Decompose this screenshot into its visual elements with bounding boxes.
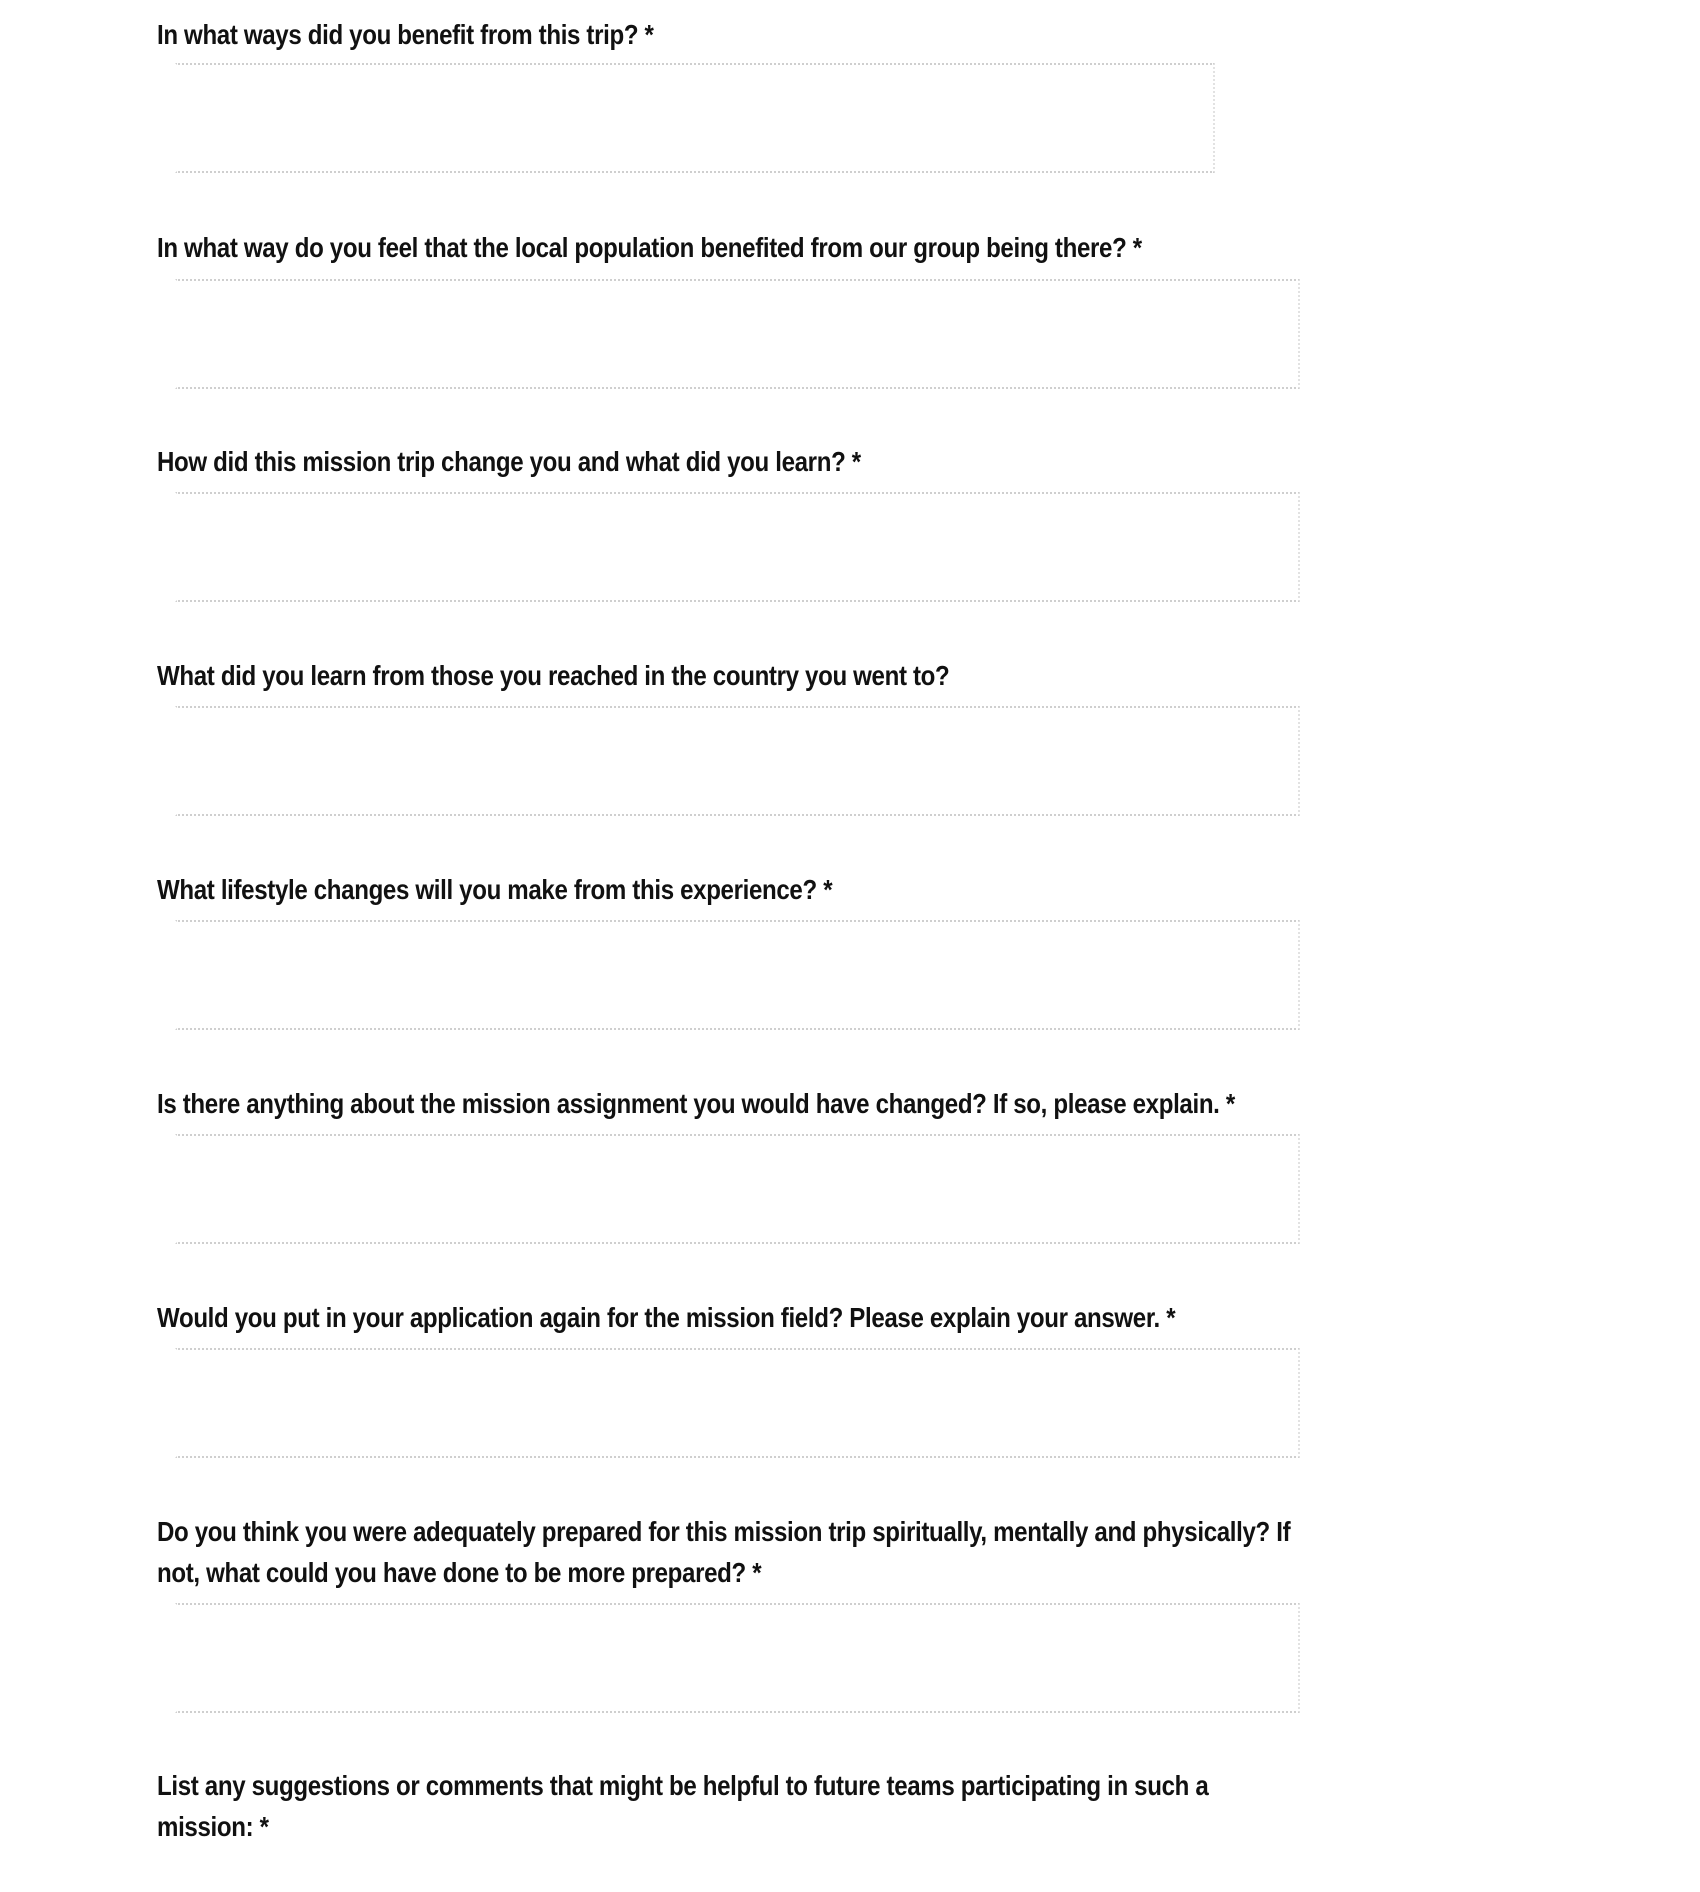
answer-local-benefit-textarea[interactable] [175,279,1300,389]
question-learned-from-reached [157,655,1297,696]
question-label: List any suggestions or comments that might be helpful to future teams participating in such a mission: * [157,1770,1209,1842]
question-label: What did you learn from those you reached in the country you went to? [157,660,950,691]
question-assignment-changes [157,1083,1297,1124]
question-label: What lifestyle changes will you make from this experience? * [157,874,833,905]
answer-lifestyle-changes-textarea[interactable] [175,920,1300,1030]
question-local-benefit [157,227,1297,268]
answer-assignment-changes-textarea[interactable] [175,1134,1300,1244]
question-label: How did this mission trip change you and what did you learn? * [157,446,861,477]
question-label: Would you put in your application again for the mission field? Please explain your answer. * [157,1302,1176,1333]
answer-apply-again-textarea[interactable] [175,1348,1300,1458]
question-preparation [157,1511,1297,1593]
question-change-learn [157,441,1297,482]
answer-preparation-textarea[interactable] [175,1603,1300,1713]
answer-change-learn-textarea[interactable] [175,492,1300,602]
question-label: Is there anything about the mission assignment you would have changed? If so, please explain. * [157,1088,1235,1119]
question-label: In what ways did you benefit from this trip? * [157,19,654,50]
question-label: In what way do you feel that the local population benefited from our group being there? * [157,232,1142,263]
answer-benefit-textarea[interactable] [175,63,1215,173]
question-lifestyle-changes [157,869,1297,910]
question-benefit [157,14,1297,55]
question-label: Do you think you were adequately prepared for this mission trip spiritually, mentally and physically? If not, what could you have done to be more prepared? * [157,1516,1291,1588]
question-apply-again [157,1297,1297,1338]
question-suggestions [157,1765,1297,1847]
answer-learned-from-reached-textarea[interactable] [175,706,1300,816]
